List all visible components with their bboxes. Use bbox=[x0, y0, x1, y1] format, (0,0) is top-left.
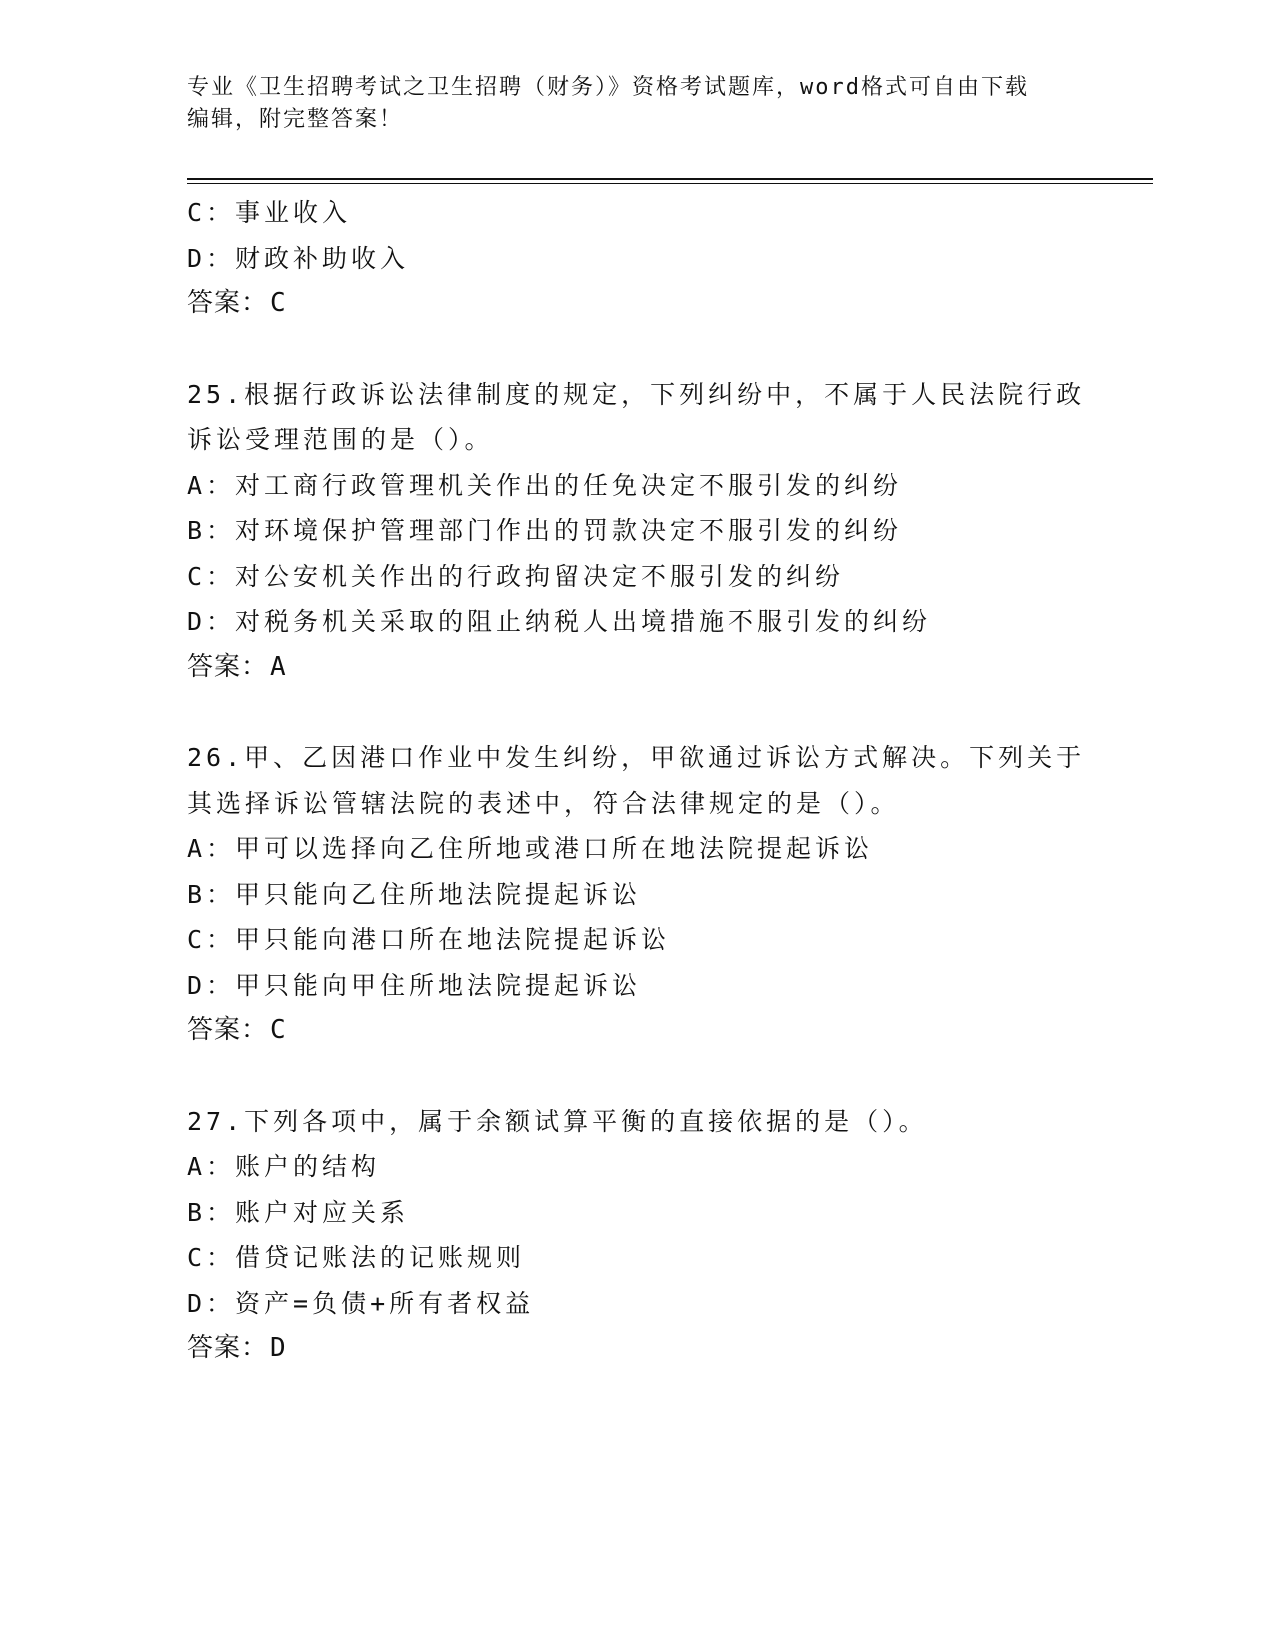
answer-value: A bbox=[270, 651, 287, 682]
spacer bbox=[187, 690, 1137, 735]
answer-label: 答案： bbox=[187, 651, 269, 682]
option-a: A：甲可以选择向乙住所地或港口所在地法院提起诉讼 bbox=[187, 834, 874, 863]
answer-value: C bbox=[270, 1015, 287, 1045]
question-stem-continued: 其选择诉讼管辖法院的表述中，符合法律规定的是（）。 bbox=[187, 788, 900, 818]
answer-value: C bbox=[270, 288, 287, 318]
answer-line bbox=[187, 645, 1137, 691]
document-header bbox=[187, 72, 1087, 136]
option-c: C：借贷记账法的记账规则 bbox=[187, 1243, 526, 1272]
question-stem: 25.根据行政诉讼法律制度的规定，下列纠纷中，不属于人民法院行政 bbox=[187, 379, 1086, 409]
answer-label: 答案： bbox=[187, 288, 269, 318]
answer-value: D bbox=[270, 1333, 287, 1363]
header-line-2: 编辑，附完整答案！ bbox=[187, 107, 404, 132]
option-b: B：对环境保护管理部门作出的罚款决定不服引发的纠纷 bbox=[187, 516, 903, 545]
option-b: B：账户对应关系 bbox=[187, 1197, 410, 1227]
option-c: C：甲只能向港口所在地法院提起诉讼 bbox=[187, 925, 671, 954]
answer-line bbox=[187, 1326, 1137, 1372]
header-line-1: 专业《卫生招聘考试之卫生招聘（财务）》资格考试题库，word格式可自由下载 bbox=[187, 75, 1029, 100]
header-divider-thin bbox=[187, 183, 1153, 184]
answer-line bbox=[187, 281, 1137, 327]
question-stem: 26.甲、乙因港口作业中发生纠纷，甲欲通过诉讼方式解决。下列关于 bbox=[187, 743, 1086, 772]
option-d: D：对税务机关采取的阻止纳税人出境措施不服引发的纠纷 bbox=[187, 607, 932, 636]
option-d: D：资产=负债+所有者权益 bbox=[187, 1288, 535, 1318]
question-26 bbox=[187, 735, 1137, 1054]
answer-label: 答案： bbox=[187, 1015, 269, 1045]
spacer bbox=[187, 327, 1137, 372]
option-a: A：对工商行政管理机关作出的任免决定不服引发的纠纷 bbox=[187, 470, 903, 500]
question-list bbox=[187, 190, 1137, 1372]
question-27 bbox=[187, 1099, 1137, 1372]
header-divider-thick bbox=[187, 178, 1153, 180]
spacer bbox=[187, 1054, 1137, 1099]
option-d: D：财政补助收入 bbox=[187, 243, 410, 273]
question-25 bbox=[187, 372, 1137, 691]
option-d: D：甲只能向甲住所地法院提起诉讼 bbox=[187, 970, 642, 1000]
question-stem: 27.下列各项中，属于余额试算平衡的直接依据的是（）。 bbox=[187, 1106, 928, 1136]
option-a: A：账户的结构 bbox=[187, 1152, 381, 1181]
option-c: C：事业收入 bbox=[187, 198, 352, 227]
answer-label: 答案： bbox=[187, 1333, 269, 1363]
question-24-tail bbox=[187, 190, 1137, 327]
question-stem-continued: 诉讼受理范围的是（）。 bbox=[187, 425, 494, 454]
answer-line bbox=[187, 1008, 1137, 1054]
option-c: C：对公安机关作出的行政拘留决定不服引发的纠纷 bbox=[187, 561, 845, 591]
option-b: B：甲只能向乙住所地法院提起诉讼 bbox=[187, 879, 642, 909]
